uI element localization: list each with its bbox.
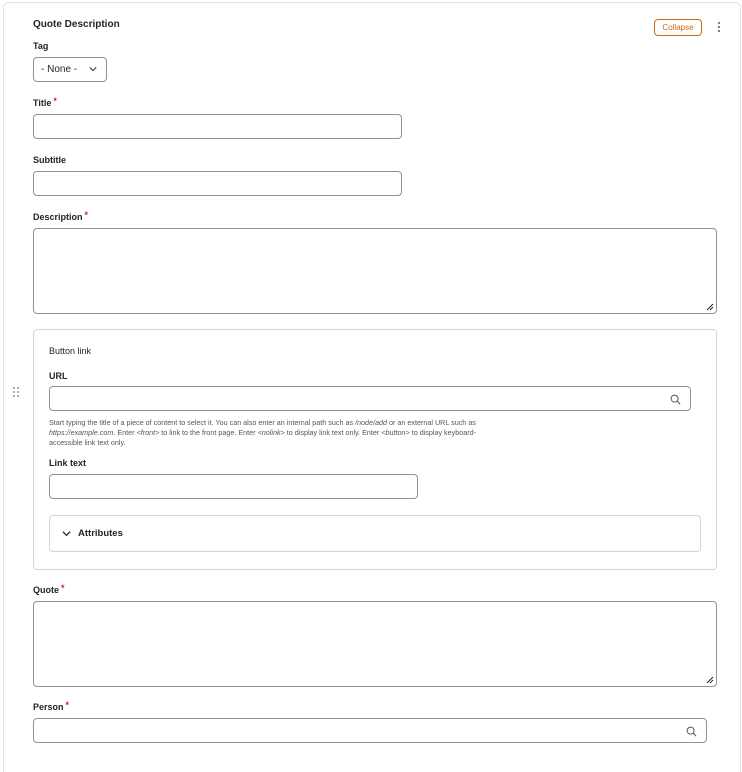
attributes-toggle[interactable] bbox=[49, 515, 701, 552]
resize-handle-icon[interactable] bbox=[706, 303, 714, 311]
subtitle-label: Subtitle bbox=[33, 155, 66, 165]
description-label: Description * bbox=[33, 210, 89, 222]
tag-label: Tag bbox=[33, 41, 49, 51]
required-marker: * bbox=[61, 583, 65, 593]
required-marker: * bbox=[84, 210, 89, 220]
drag-handle-icon[interactable] bbox=[12, 386, 20, 398]
person-label: Person * bbox=[33, 700, 70, 712]
chevron-down-icon bbox=[89, 65, 97, 73]
quote-textarea[interactable] bbox=[33, 601, 717, 687]
subtitle-input[interactable] bbox=[33, 171, 402, 196]
required-marker: * bbox=[53, 96, 57, 106]
search-icon bbox=[686, 726, 697, 737]
title-label: Title * bbox=[33, 96, 57, 108]
button-link-title: Button link bbox=[49, 346, 92, 356]
collapse-button[interactable]: Collapse bbox=[654, 19, 702, 36]
attributes-label: Attributes bbox=[78, 528, 123, 539]
link-text-input[interactable] bbox=[49, 474, 418, 499]
chevron-down-icon bbox=[62, 529, 71, 538]
url-input[interactable] bbox=[49, 386, 691, 411]
resize-handle-icon[interactable] bbox=[706, 676, 714, 684]
panel-title: Quote Description bbox=[33, 19, 120, 30]
kebab-menu-icon[interactable] bbox=[715, 20, 723, 34]
title-input[interactable] bbox=[33, 114, 402, 139]
description-textarea[interactable] bbox=[33, 228, 717, 314]
url-help-text: Start typing the title of a piece of content to select it. You can also enter an internal path such as /node/add or an external URL such as https://example.com. Enter <front> to link to the front page. Enter <nolink> to display link text only. Enter <button> to display keyboard-accessible link text only. bbox=[49, 418, 477, 448]
quote-label: Quote * bbox=[33, 583, 65, 595]
person-input[interactable] bbox=[33, 718, 707, 743]
tag-select[interactable] bbox=[33, 57, 107, 82]
search-icon bbox=[670, 394, 681, 405]
tag-select-value: - None - bbox=[41, 64, 78, 75]
link-text-label: Link text bbox=[49, 458, 87, 468]
required-marker: * bbox=[65, 700, 70, 710]
url-label: URL bbox=[49, 371, 68, 381]
